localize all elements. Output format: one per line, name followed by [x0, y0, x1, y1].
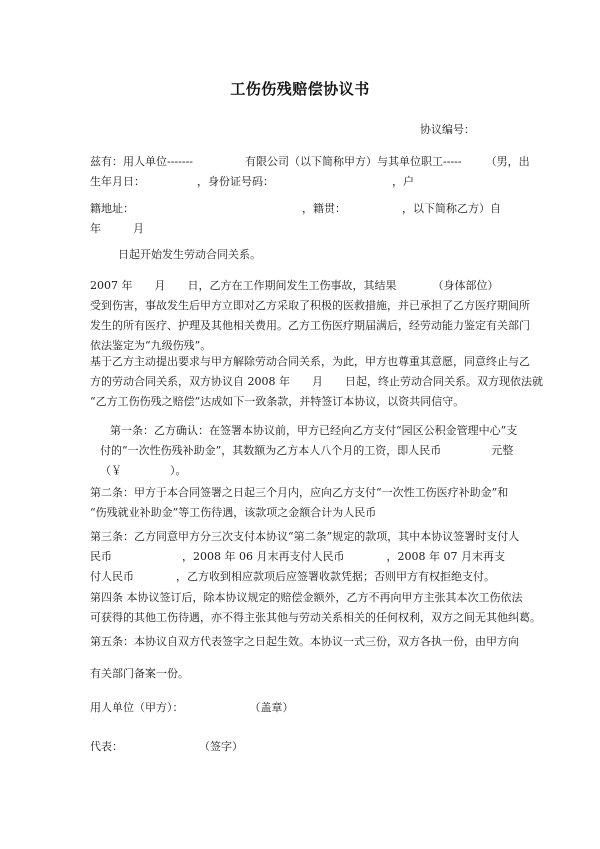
article-one: 第一条：乙方确认：在签署本协议前，甲方已经向乙方支付“园区公积金管理中心”支 付的“一次性伤残补助金”，其数额为乙方本人八个月的工资，即人民币 元整 （￥ ）。: [100, 424, 518, 477]
employer-signature-line: 用人单位（甲方）： （盖章）: [90, 701, 294, 714]
article-three: 第三条：乙方同意甲方分三次支付本协议“第二条”规定的款项，其中本协议签署时支付人 民币 ，2008 年 06 月末再支付人民币 ，2008 年 07 月末再支 付人民币 ，乙方收到相应款项后应签署收款凭据；否则甲方有权拒绝支付。: [90, 530, 520, 583]
paragraph-parties: 兹有：用人单位------- 有限公司（以下简称甲方）与其单位职工----- （男，出 生年月日： ，身份证号码： ，户: [90, 155, 530, 188]
paragraph-address: 籍地址： ，籍贯： ，以下简称乙方）自 年 月: [90, 202, 501, 235]
article-four: 第四条 本协议签订后，除本协议规定的赔偿金额外，乙方不再向甲方主张其本次工伤依法 可获得的其他工伤待遇，亦不得主张其他与劳动关系相关的任何权利，双方之间无其他纠葛。: [90, 591, 541, 624]
paragraph-contract-start: 日起开始发生劳动合同关系。: [118, 248, 261, 261]
document-title: 工伤伤残赔偿协议书: [230, 80, 370, 98]
paragraph-termination: 基于乙方主动提出要求与甲方解除劳动合同关系，为此，甲方也尊重其意愿，同意终止与乙 方的劳动合同关系，双方协议自 2008 年 月 日起，终止劳动合同关系。双方现依法就 “乙方工伤伤残之赔偿”达成如下一致条款，并特签订本协议，以资共同信守。: [90, 355, 543, 408]
article-two: 第二条：甲方于本合同签署之日起三个月内，应向乙方支付“一次性工伤医疗补助金”和 “伤残就业补助金”等工伤待遇，该款项之金额合计为人民币: [90, 486, 509, 519]
representative-signature-line: 代表： （签字）: [90, 740, 243, 753]
agreement-number-label: 协议编号：: [420, 123, 475, 136]
article-five: 第五条：本协议自双方代表签字之日起生效。本协议一式三份，双方各执一份，由甲方向 有关部门备案一份。: [90, 635, 519, 680]
paragraph-injury: 2007 年 月 日，乙方在工作期间发生工伤事故，其结果 （身体部位） 受到伤害，事故发生后甲方立即对乙方采取了积极的医救措施，并已承担了乙方医疗期间所 发生的所有医疗、护理及其他相关费用。乙方工伤医疗期届满后，经劳动能力鉴定有关部门 依法鉴定为“九级伤残”。: [90, 279, 530, 352]
